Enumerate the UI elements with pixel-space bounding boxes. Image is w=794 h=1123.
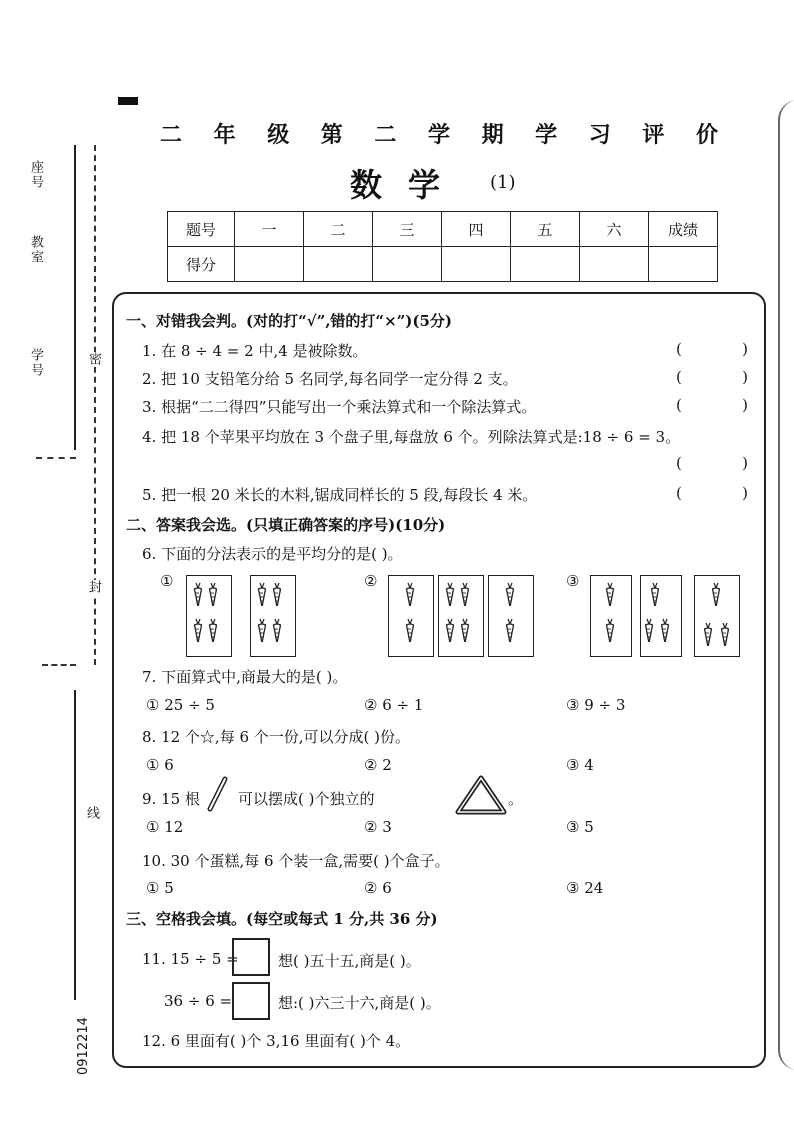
carrot-icon — [193, 618, 202, 642]
section2-heading: 二、答案我会选。(只填正确答案的序号)(10分) — [126, 516, 446, 534]
carrot-icon — [605, 618, 614, 642]
student-no-label: 学号 — [28, 348, 43, 378]
q11-answer-box-2[interactable] — [232, 982, 270, 1020]
q1-text: 1. 在 8 ÷ 4 = 2 中,4 是被除数。 — [142, 342, 368, 360]
sidebar-line — [74, 690, 76, 1000]
carrot-icon — [460, 582, 469, 606]
score-table — [167, 211, 718, 282]
q9-suffix: 。 — [508, 790, 524, 808]
seat-no-label: 座号 — [28, 160, 43, 190]
q7-option-3[interactable]: ③ 9 ÷ 3 — [566, 696, 626, 714]
q4-text: 4. 把 18 个苹果平均放在 3 个盘子里,每盘放 6 个。列除法算式是:18 ÷ 6 = 3。 — [142, 428, 681, 446]
q1-answer[interactable]: ( ) — [676, 340, 748, 358]
q10-option-3[interactable]: ③ 24 — [566, 879, 604, 897]
q6-text: 6. 下面的分法表示的是平均分的是( )。 — [142, 545, 403, 563]
seal-dash — [36, 457, 76, 459]
stick-icon — [205, 776, 231, 812]
q11-text-1: 想( )五十五,商是( )。 — [278, 952, 421, 970]
carrot-plate — [640, 575, 682, 657]
q4-answer[interactable]: ( ) — [676, 454, 748, 472]
q11-equation-1: 11. 15 ÷ 5 = — [142, 950, 239, 968]
carrot-icon — [605, 582, 614, 606]
carrot-icon — [445, 618, 454, 642]
q8-text: 8. 12 个☆,每 6 个一份,可以分成( )份。 — [142, 728, 411, 746]
carrot-icon — [505, 582, 514, 606]
carrot-icon — [208, 618, 217, 642]
carrot-icon — [505, 618, 514, 642]
q12-text: 12. 6 里面有( )个 3,16 里面有( )个 4。 — [142, 1032, 411, 1050]
q10-option-2[interactable]: ② 6 — [364, 879, 392, 897]
carrot-icon — [445, 582, 454, 606]
q11-text-2: 想:( )六三十六,商是( )。 — [278, 994, 441, 1012]
q9-prefix: 9. 15 根 — [142, 790, 200, 808]
q9-option-1[interactable]: ① 12 — [146, 818, 184, 836]
q5-text: 5. 把一根 20 米长的木料,锯成同样长的 5 段,每段长 4 米。 — [142, 486, 538, 504]
carrot-icon — [650, 582, 659, 606]
q11-answer-box-1[interactable] — [232, 938, 270, 976]
seal-dash — [42, 664, 76, 666]
right-border — [778, 100, 794, 1070]
carrot-icon — [644, 618, 653, 642]
q9-text: 可以摆成( )个独立的 — [238, 790, 375, 808]
q7-option-2[interactable]: ② 6 ÷ 1 — [364, 696, 424, 714]
q8-option-3[interactable]: ③ 4 — [566, 756, 594, 774]
q8-option-2[interactable]: ② 2 — [364, 756, 392, 774]
q6-option-1[interactable]: ① — [160, 572, 174, 590]
triangle-icon — [454, 774, 508, 816]
classroom-label: 教室 — [28, 235, 43, 265]
score-value-row: 得分 — [168, 247, 718, 282]
carrot-icon — [711, 582, 720, 606]
carrot-icon — [660, 618, 669, 642]
carrot-icon — [272, 618, 281, 642]
carrot-icon — [257, 582, 266, 606]
carrot-icon — [720, 622, 729, 646]
carrot-icon — [257, 618, 266, 642]
exam-title: 二 年 级 第 二 学 期 学 习 评 价 — [160, 122, 720, 148]
q9-option-3[interactable]: ③ 5 — [566, 818, 594, 836]
carrot-icon — [193, 582, 202, 606]
q2-text: 2. 把 10 支铅笔分给 5 名同学,每名同学一定分得 2 支。 — [142, 370, 518, 388]
corner-mark — [118, 97, 138, 105]
sidebar-line — [74, 145, 76, 300]
q6-option-3[interactable]: ③ — [566, 572, 580, 590]
carrot-icon — [272, 582, 281, 606]
q7-option-1[interactable]: ① 25 ÷ 5 — [146, 696, 215, 714]
feng-mark: 封 — [86, 580, 101, 595]
q7-text: 7. 下面算式中,商最大的是( )。 — [142, 668, 348, 686]
xian-mark: 线 — [84, 806, 99, 821]
q8-option-1[interactable]: ① 6 — [146, 756, 174, 774]
carrot-icon — [208, 582, 217, 606]
subject-title: 数学 — [350, 166, 467, 204]
score-header-row: 题号 一 二 三 四 五 六 成绩 — [168, 212, 718, 247]
carrot-icon — [703, 622, 712, 646]
carrot-icon — [405, 618, 414, 642]
carrot-icon — [405, 582, 414, 606]
q2-answer[interactable]: ( ) — [676, 368, 748, 386]
subject-number: (1) — [490, 172, 516, 193]
code-number: 0912214 — [76, 1017, 91, 1075]
q11-equation-2: 36 ÷ 6 = — [164, 992, 233, 1010]
section1-heading: 一、对错我会判。(对的打“√”,错的打“×”)(5分) — [126, 312, 452, 330]
carrot-icon — [460, 618, 469, 642]
section3-heading: 三、空格我会填。(每空或每式 1 分,共 36 分) — [126, 910, 438, 928]
mi-mark: 密 — [86, 352, 101, 367]
q9-option-2[interactable]: ② 3 — [364, 818, 392, 836]
q5-answer[interactable]: ( ) — [676, 484, 748, 502]
q10-option-1[interactable]: ① 5 — [146, 879, 174, 897]
q3-text: 3. 根据“二二得四”只能写出一个乘法算式和一个除法算式。 — [142, 398, 537, 416]
sidebar-line — [74, 300, 76, 450]
q3-answer[interactable]: ( ) — [676, 396, 748, 414]
q6-option-2[interactable]: ② — [364, 572, 378, 590]
q10-text: 10. 30 个蛋糕,每 6 个装一盒,需要( )个盒子。 — [142, 852, 450, 870]
